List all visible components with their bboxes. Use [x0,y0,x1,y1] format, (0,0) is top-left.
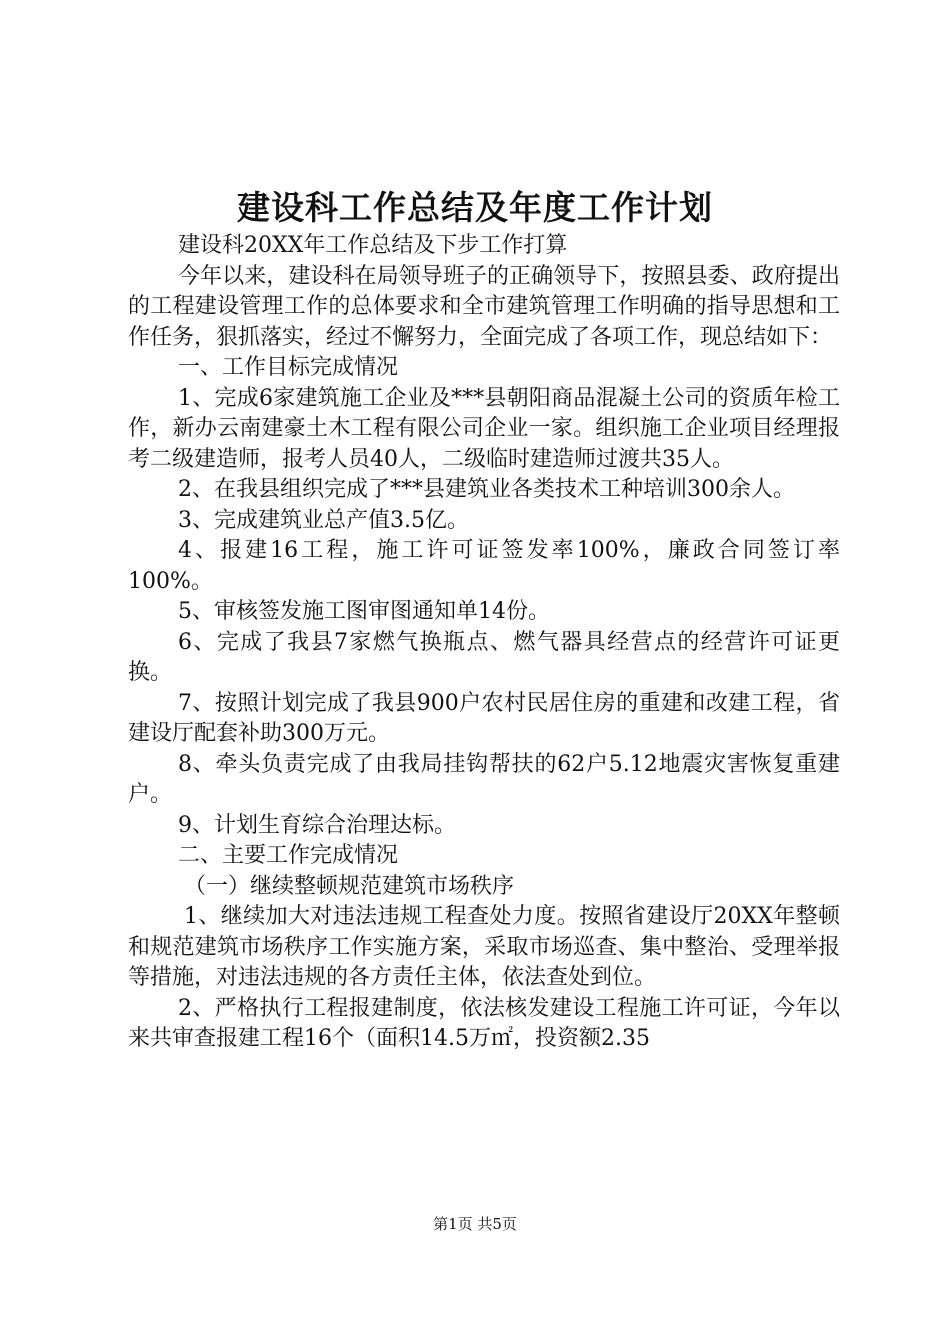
paragraph-item-5: 5、审核签发施工图审图通知单14份。 [178,599,550,624]
section-heading-1: 一、工作目标完成情况 [178,355,399,380]
paragraph-subitem-2: 2、严格执行工程报建制度，依法核发建设工程施工许可证，今年以来共审查报建工程16个（面积14.5万㎡，投资额2.35 [128,995,840,1051]
paragraph-item-1: 1、完成6家建筑施工企业及***县朝阳商品混凝土公司的资质年检工作，新办云南建豪土木工程有限公司企业一家。组织施工企业项目经理报考二级建造师，报考人员40人，二级临时建造师过渡共35人。 [128,385,840,472]
paragraph-item-8: 8、牵头负责完成了由我局挂钩帮扶的62户5.12地震灾害恢复重建户。 [128,751,840,807]
paragraph-item-6: 6、完成了我县7家燃气换瓶点、燃气器具经营点的经营许可证更换。 [128,629,840,685]
document-body [128,231,840,1055]
paragraph-item-2: 2、在我县组织完成了***县建筑业各类技术工种培训300余人。 [178,477,795,502]
subsection-heading-1: （一）继续整顿规范建筑市场秩序 [184,873,515,899]
paragraph-subtitle: 建设科20XX年工作总结及下步工作打算 [178,233,568,258]
page-footer: 第1页 共5页 [433,1215,517,1233]
paragraph-intro: 今年以来，建设科在局领导班子的正确领导下，按照县委、政府提出的工程建设管理工作的总体要求和全市建筑管理工作明确的指导思想和工作任务，狠抓落实，经过不懈努力，全面完成了各项工作，现总结如下： [128,263,840,350]
paragraph-item-3: 3、完成建筑业总产值3.5亿。 [178,507,469,533]
section-heading-2: 二、主要工作完成情况 [178,843,399,868]
paragraph-item-7: 7、按照计划完成了我县900户农村民居住房的重建和改建工程，省建设厅配套补助300万元。 [128,690,840,746]
paragraph-subitem-1: 1、继续加大对违法违规工程查处力度。按照省建设厅20XX年整顿和规范建筑市场秩序工作实施方案，采取市场巡查、集中整治、受理举报等措施，对违法违规的各方责任主体，依法查处到位。 [128,904,840,990]
paragraph-item-9: 9、计划生育综合治理达标。 [178,812,456,838]
document-title: 建设科工作总结及年度工作计划 [237,188,713,227]
paragraph-item-4: 4、报建16工程，施工许可证签发率100%，廉政合同签订率100%。 [128,538,840,594]
